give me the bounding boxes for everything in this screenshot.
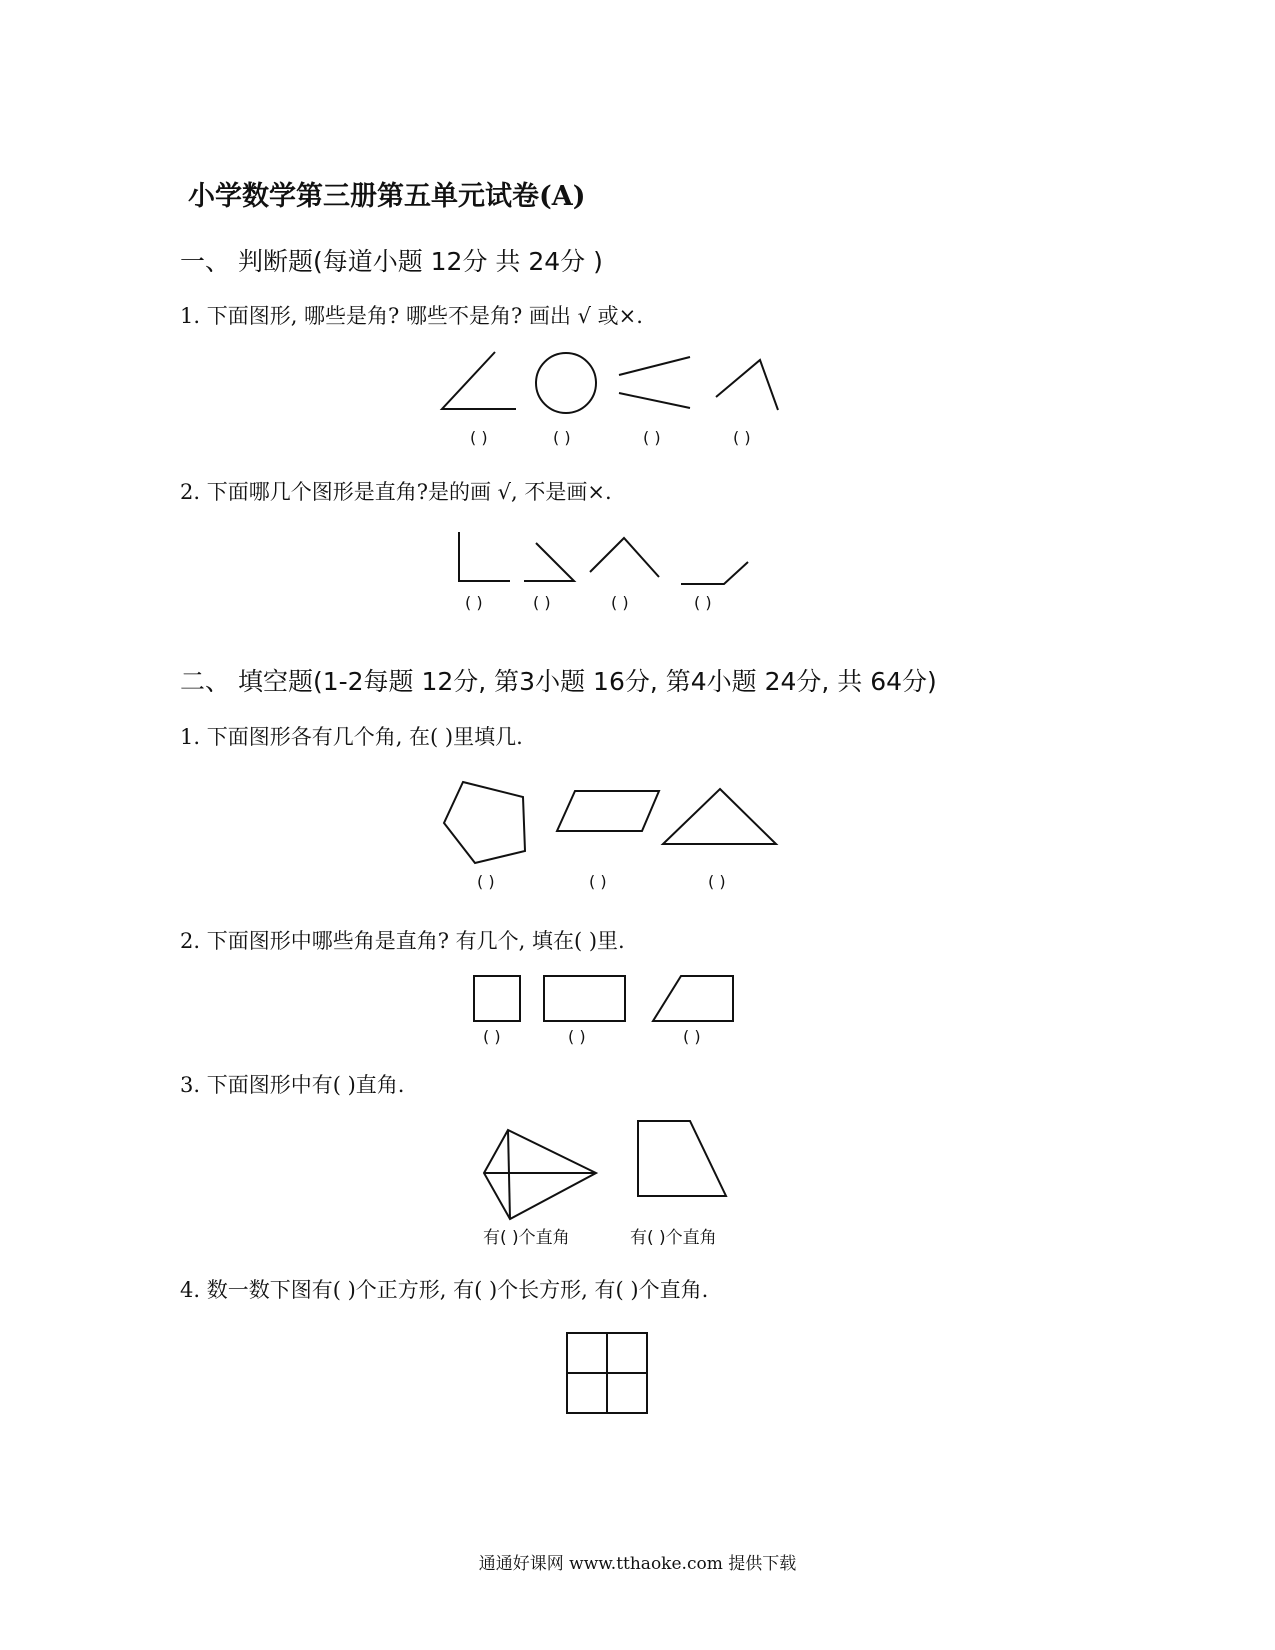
s2-q3-caption-2: 有( )个直角 [630,1228,717,1248]
s1-q2-blank-3[interactable]: ( ) [611,593,629,612]
s1-question-2-text: 2. 下面哪几个图形是直角?是的画 √, 不是画×. [180,480,612,504]
s2-q1-blank-2[interactable]: ( ) [589,872,607,891]
s2-q1-blank-3[interactable]: ( ) [708,872,726,891]
s2-q2-blank-1[interactable]: ( ) [483,1027,501,1046]
s2-q1-blank-1[interactable]: ( ) [477,872,495,891]
s2-question-2-text: 2. 下面图形中哪些角是直角? 有几个, 填在( )里. [180,929,625,953]
section-2-heading: 二、 填空题(1-2每题 12分, 第3小题 16分, 第4小题 24分, 共 64分) [180,667,937,696]
s1-q1-blank-1[interactable]: ( ) [470,428,488,447]
s1-q1-blank-2[interactable]: ( ) [553,428,571,447]
s1-q2-blank-2[interactable]: ( ) [533,593,551,612]
s1-q2-blank-1[interactable]: ( ) [465,593,483,612]
s2-question-3-text: 3. 下面图形中有( )直角. [180,1073,405,1097]
s1-q2-blank-4[interactable]: ( ) [694,593,712,612]
s2-q3-caption-1: 有( )个直角 [483,1228,570,1248]
s2-q2-blank-2[interactable]: ( ) [568,1027,586,1046]
s1-q1-blank-4[interactable]: ( ) [733,428,751,447]
s1-q1-blank-3[interactable]: ( ) [643,428,661,447]
s2-question-1-text: 1. 下面图形各有几个角, 在( )里填几. [180,725,523,749]
page-title: 小学数学第三册第五单元试卷(A) [188,181,586,212]
page-footer: 通通好课网 www.tthaoke.com 提供下载 [478,1554,797,1574]
s2-question-4-text: 4. 数一数下图有( )个正方形, 有( )个长方形, 有( )个直角. [180,1278,709,1302]
section-1-heading: 一、 判断题(每道小题 12分 共 24分 ) [180,247,603,276]
s2-q2-blank-3[interactable]: ( ) [683,1027,701,1046]
s1-question-1-text: 1. 下面图形, 哪些是角? 哪些不是角? 画出 √ 或×. [180,304,643,328]
